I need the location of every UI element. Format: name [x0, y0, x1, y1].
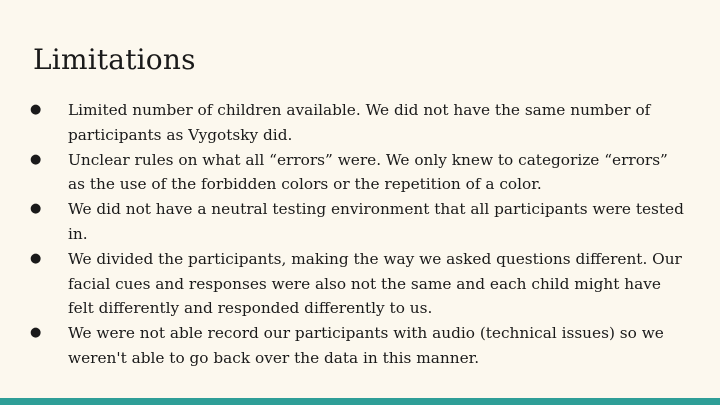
bullet-icon: ●: [30, 151, 42, 167]
bullet-item: [28, 247, 688, 321]
accent-bar: [0, 398, 720, 405]
bullet-list: [28, 98, 688, 371]
bullet-text: We did not have a neutral testing environment that all participants were tested in.: [68, 200, 684, 243]
bullet-icon: ●: [30, 201, 42, 217]
bullet-text: We divided the participants, making the way we asked questions different. Our facial cues and responses were also not the same and each child might have felt differently and responded differently to us.: [68, 249, 682, 318]
slide-title: Limitations: [33, 43, 196, 76]
bullet-item: [28, 321, 688, 371]
bullet-item: [28, 98, 688, 148]
bullet-icon: ●: [30, 325, 42, 341]
bullet-text: Limited number of children available. We did not have the same number of participants as Vygotsky did.: [68, 101, 651, 144]
bullet-icon: ●: [30, 250, 42, 266]
bullet-text: We were not able record our participants with audio (technical issues) so we weren't able to go back over the data in this manner.: [68, 324, 664, 367]
bullet-item: [28, 197, 688, 247]
bullet-icon: ●: [30, 102, 42, 117]
bullet-text: Unclear rules on what all “errors” were. We only knew to categorize “errors” as the use of the forbidden colors or the repetition of a color.: [68, 150, 668, 194]
bullet-item: [28, 148, 688, 198]
